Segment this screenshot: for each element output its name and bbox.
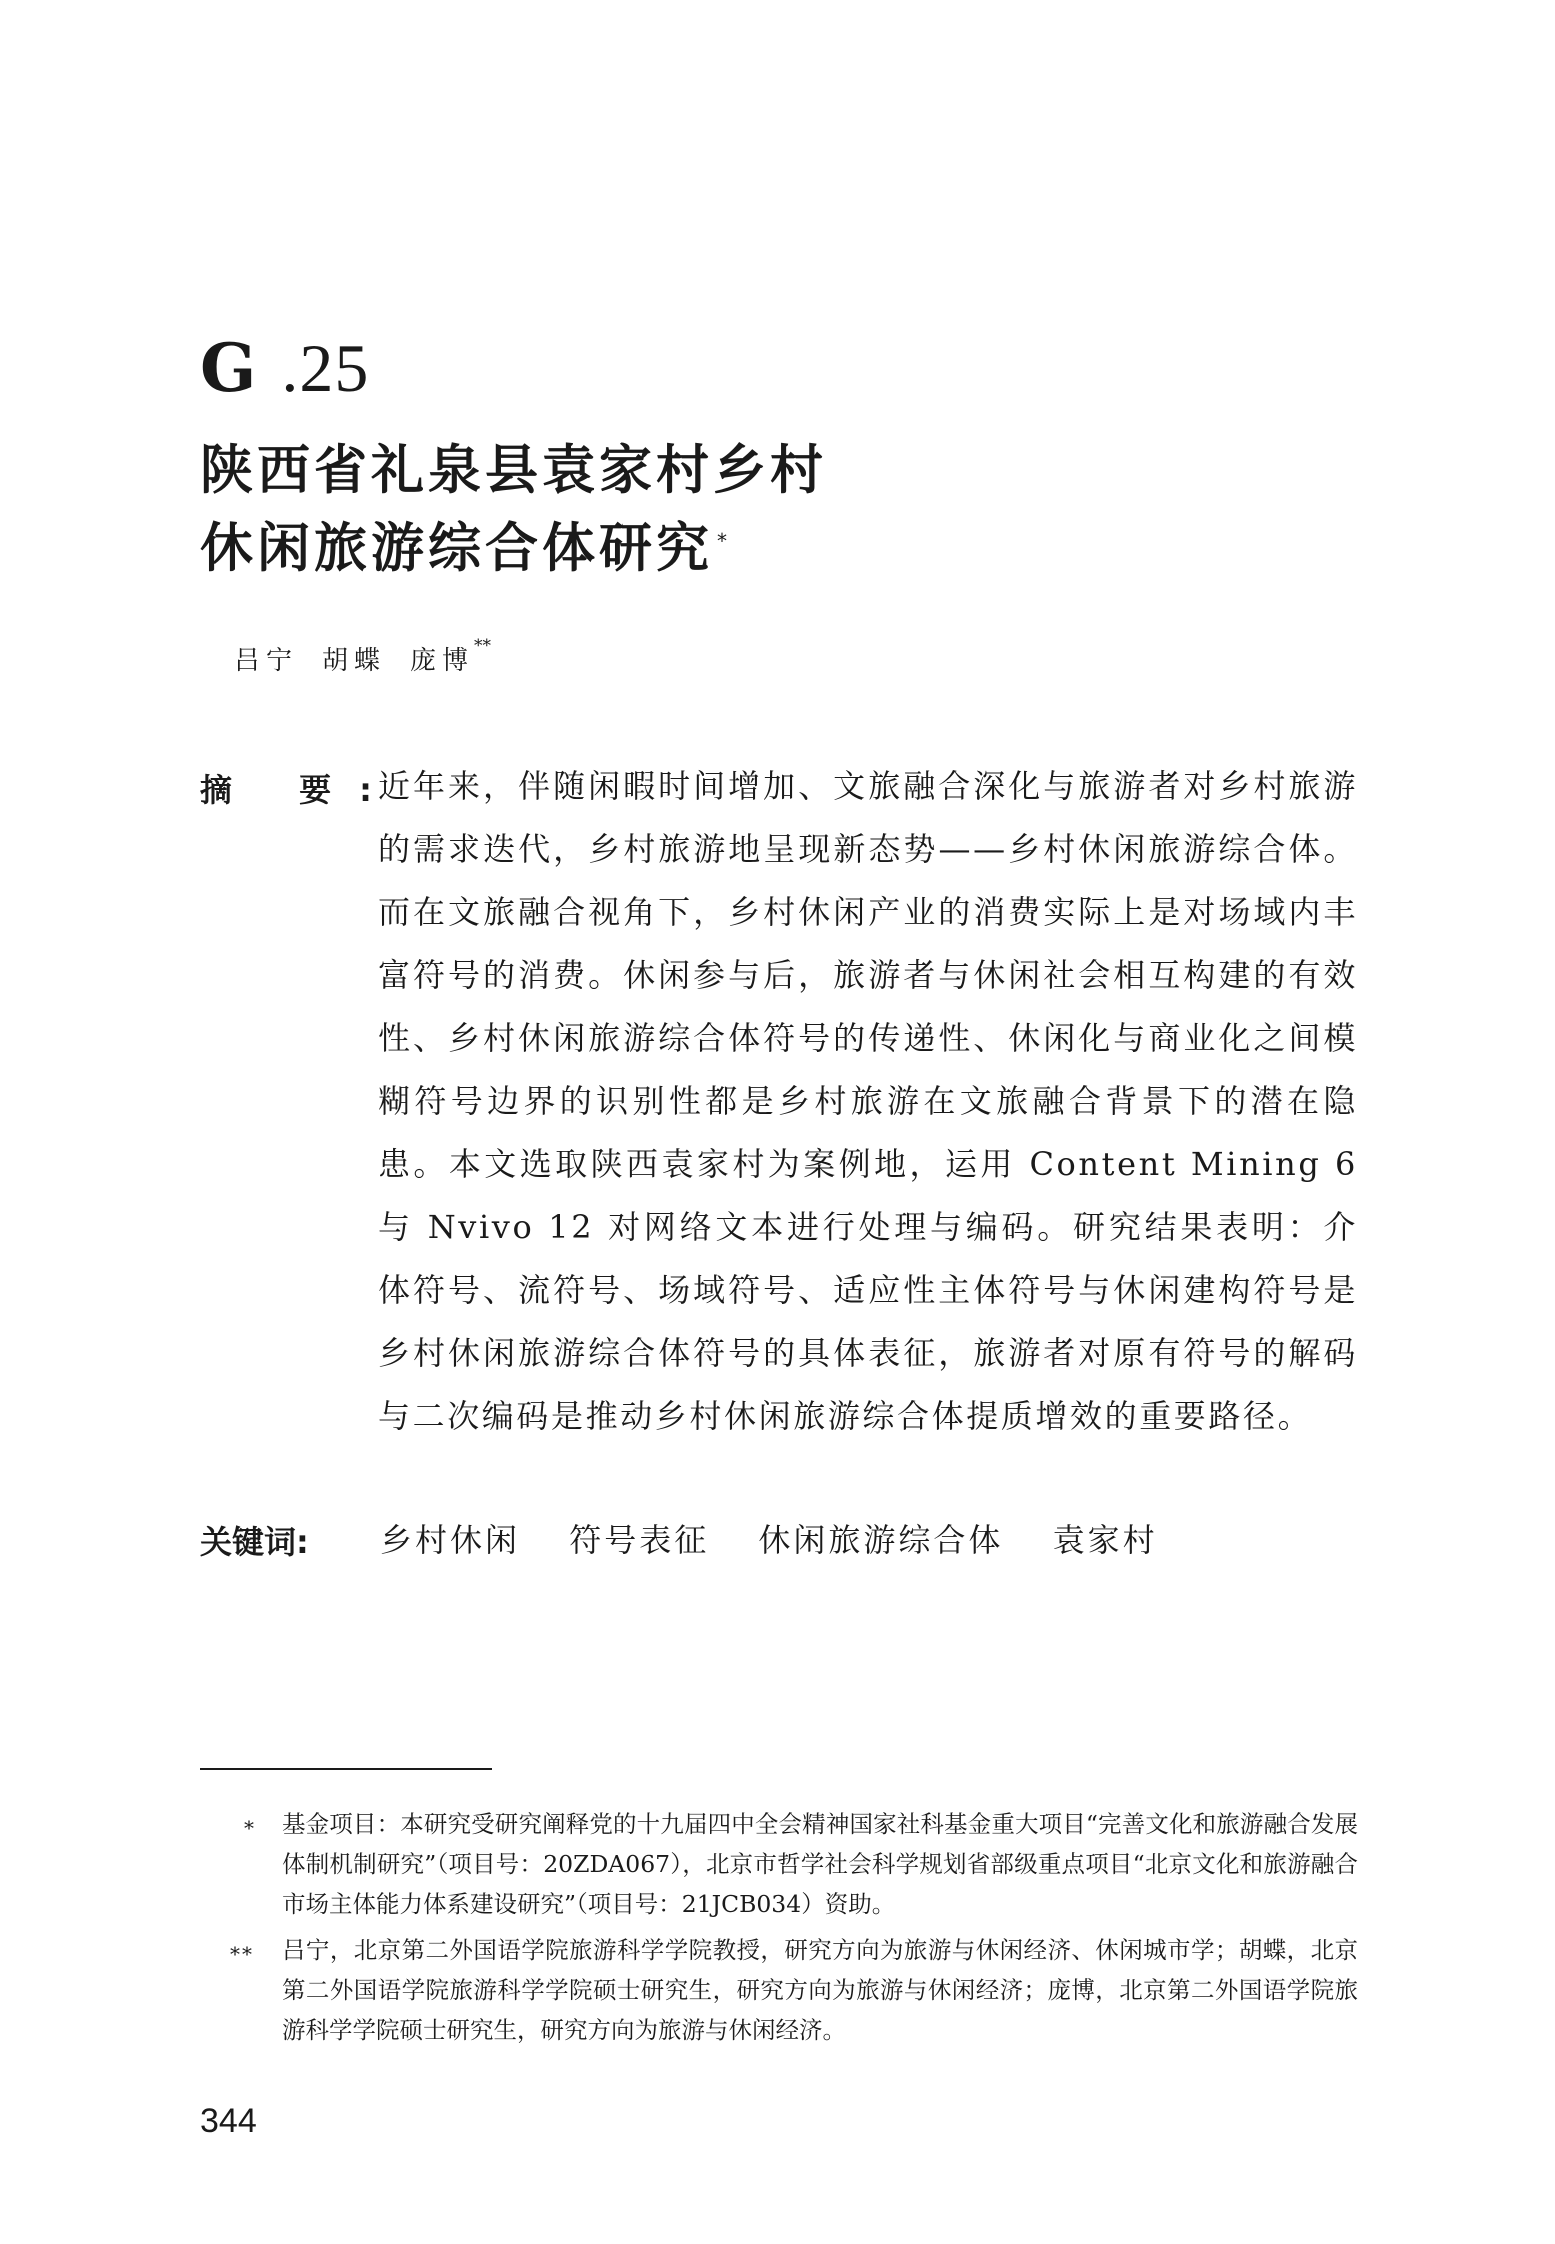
author-1: 吕宁 — [234, 646, 299, 676]
chapter-number: .25 — [281, 330, 370, 406]
footnote-divider — [200, 1768, 492, 1770]
chapter-prefix: G — [200, 329, 258, 407]
keyword-item: 乡村休闲 — [380, 1521, 521, 1559]
footnote-1-text: 基金项目：本研究受研究阐释党的十九届四中全会精神国家社科基金重大项目“完善文化和旅游融合发展体制机制研究”（项目号：20ZDA067），北京市哲学社会科学规划省部级重点项目“北京文化和旅游融合市场主体能力体系建设研究”（项目号：21JCB034）资助。 — [282, 1810, 1358, 1918]
keywords-label: 关键词: — [200, 1523, 309, 1561]
author-list — [234, 636, 492, 677]
author-3: 庞博 — [410, 646, 475, 676]
title-line-2-text: 休闲旅游综合体研究 — [200, 518, 713, 579]
keywords-list — [380, 1515, 1194, 1561]
author-2: 胡蝶 — [322, 646, 387, 676]
abstract-label: 摘 要: — [200, 771, 400, 809]
keyword-item: 休闲旅游综合体 — [758, 1521, 1004, 1559]
keyword-item: 袁家村 — [1052, 1521, 1158, 1559]
author-footnote-mark: ** — [474, 636, 492, 656]
title-footnote-mark: * — [717, 529, 731, 553]
page-title — [200, 432, 827, 588]
chapter-code — [200, 329, 370, 407]
footnote-2-text: 吕宁，北京第二外国语学院旅游科学学院教授，研究方向为旅游与休闲经济、休闲城市学；胡蝶，北京第二外国语学院旅游科学学院硕士研究生，研究方向为旅游与休闲经济；庞博，北京第二外国语学院旅游科学学院硕士研究生，研究方向为旅游与休闲经济。 — [282, 1936, 1358, 2044]
page-number: 344 — [200, 2102, 257, 2140]
title-line-1: 陕西省礼泉县袁家村乡村 — [200, 440, 827, 501]
footnote-1-mark: * — [244, 1816, 254, 1840]
abstract-text: 近年来，伴随闲暇时间增加、文旅融合深化与旅游者对乡村旅游的需求迭代，乡村旅游地呈现新态势——乡村休闲旅游综合体。而在文旅融合视角下，乡村休闲产业的消费实际上是对场域内丰富符号的消费。休闲参与后，旅游者与休闲社会相互构建的有效性、乡村休闲旅游综合体符号的传递性、休闲化与商业化之间模糊符号边界的识别性都是乡村旅游在文旅融合背景下的潜在隐患。本文选取陕西袁家村为案例地，运用 Content Mining 6 与 Nvivo 12 对网络文本进行处理与编码。研究结果表明：介体符号、流符号、场域符号、适应性主体符号与休闲建构符号是乡村休闲旅游综合体符号的具体表征，旅游者对原有符号的解码与二次编码是推动乡村休闲旅游综合体提质增效的重要路径。 — [378, 767, 1358, 1435]
keyword-item: 符号表征 — [569, 1521, 710, 1559]
footnote-2-mark: ** — [230, 1942, 254, 1966]
title-line-2 — [200, 510, 827, 588]
